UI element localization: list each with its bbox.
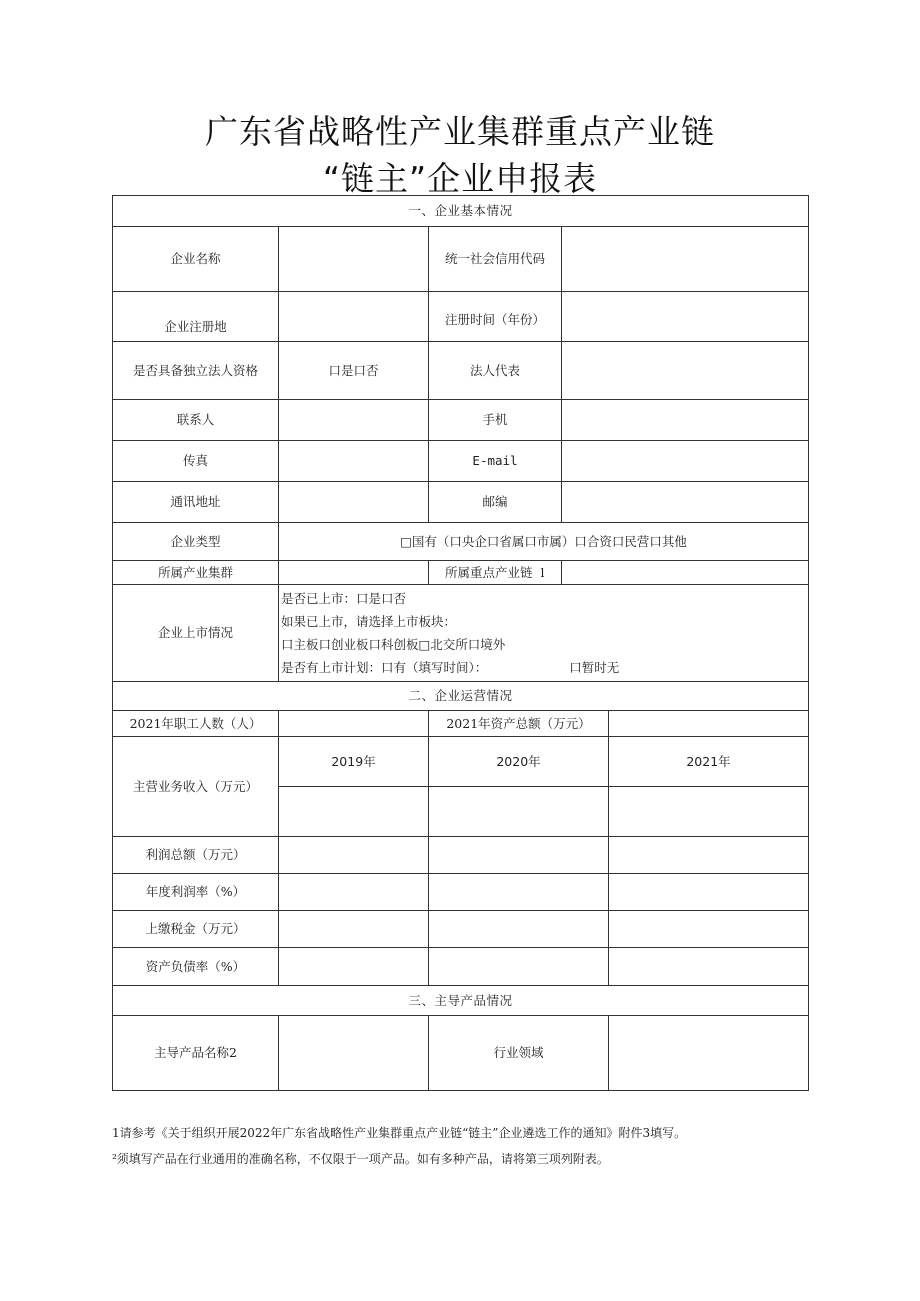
- reg-place-label: 企业注册地: [113, 292, 279, 342]
- company-type-label: 企业类型: [113, 523, 279, 561]
- profit-rate-label: 年度利润率（%）: [113, 874, 279, 911]
- fax-field[interactable]: [279, 441, 429, 482]
- legal-rep-field[interactable]: [562, 342, 809, 400]
- debt-ratio-2020-field[interactable]: [429, 948, 609, 986]
- section-basic-info-heading: 一、企业基本情况: [113, 196, 809, 227]
- listing-board-prompt: 如果已上市，请选择上市板块：: [281, 614, 457, 629]
- legal-person-question-label: 是否具备独立法人资格: [113, 342, 279, 400]
- chain-label-cell: [429, 561, 562, 585]
- assets-field[interactable]: [609, 711, 809, 737]
- application-form-table: [112, 195, 809, 1091]
- listing-plan-no[interactable]: 口暂时无: [569, 660, 620, 675]
- debt-ratio-2021-field[interactable]: [609, 948, 809, 986]
- postcode-label: 邮编: [429, 482, 562, 523]
- revenue-2021-field[interactable]: [609, 787, 809, 837]
- profit-2019-field[interactable]: [279, 837, 429, 874]
- company-type-checkboxes[interactable]: □国有（口央企口省属口市属）口合资口民营口其他: [279, 523, 809, 561]
- cluster-field[interactable]: [279, 561, 429, 585]
- profit-label: 利润总额（万元）: [113, 837, 279, 874]
- postcode-field[interactable]: [562, 482, 809, 523]
- mobile-field[interactable]: [562, 400, 809, 441]
- profit-rate-2019-field[interactable]: [279, 874, 429, 911]
- listing-options[interactable]: [279, 585, 809, 682]
- chain-label: 所属重点产业链: [445, 564, 533, 580]
- chain-mark: l: [540, 564, 545, 580]
- listing-board-options[interactable]: 口主板口创业板口科创板□北交所口境外: [281, 637, 506, 652]
- footnotes: [112, 1120, 812, 1172]
- legal-person-checkboxes[interactable]: 口是口否: [279, 342, 429, 400]
- email-field[interactable]: [562, 441, 809, 482]
- tax-label: 上缴税金（万元）: [113, 911, 279, 948]
- section-operations-heading: 二、企业运营情况: [113, 682, 809, 711]
- employees-field[interactable]: [279, 711, 429, 737]
- employees-label: 2021年职工人数（人）: [113, 711, 279, 737]
- assets-label: 2021年资产总额（万元）: [429, 711, 609, 737]
- profit-2021-field[interactable]: [609, 837, 809, 874]
- reg-place-field[interactable]: [279, 292, 429, 342]
- product-name-field[interactable]: [279, 1016, 429, 1091]
- footnote-2: ²须填写产品在行业通用的准确名称，不仅限于一项产品。如有多种产品，请将第三项列附表。: [112, 1152, 609, 1166]
- page-title-line1: 广东省战略性产业集群重点产业链: [205, 112, 715, 151]
- debt-ratio-label: 资产负债率（%）: [113, 948, 279, 986]
- year-2020-header: 2020年: [429, 737, 609, 787]
- debt-ratio-2019-field[interactable]: [279, 948, 429, 986]
- tax-2021-field[interactable]: [609, 911, 809, 948]
- mobile-label: 手机: [429, 400, 562, 441]
- revenue-2020-field[interactable]: [429, 787, 609, 837]
- industry-label: 行业领域: [429, 1016, 609, 1091]
- address-field[interactable]: [279, 482, 429, 523]
- tax-2020-field[interactable]: [429, 911, 609, 948]
- tax-2019-field[interactable]: [279, 911, 429, 948]
- year-2021-header: 2021年: [609, 737, 809, 787]
- page-title-line2: “链主”企业申报表: [322, 159, 598, 198]
- listing-plan-line[interactable]: [281, 656, 806, 679]
- listing-status-line[interactable]: 是否已上市：口是口否: [281, 591, 407, 606]
- address-label: 通讯地址: [113, 482, 279, 523]
- footnote-1: 1请参考《关于组织开展2022年广东省战略性产业集群重点产业链“链主”企业遴选工作的通知》附件3填写。: [112, 1126, 687, 1140]
- legal-rep-label: 法人代表: [429, 342, 562, 400]
- reg-time-label: 注册时间（年份）: [429, 292, 562, 342]
- profit-rate-2020-field[interactable]: [429, 874, 609, 911]
- product-name-label: 主导产品名称2: [113, 1016, 279, 1091]
- contact-label: 联系人: [113, 400, 279, 441]
- credit-code-label: 统一社会信用代码: [429, 227, 562, 292]
- listing-label: 企业上市情况: [113, 585, 279, 682]
- reg-time-field[interactable]: [562, 292, 809, 342]
- revenue-label: 主营业务收入（万元）: [113, 737, 279, 837]
- section-products-heading: 三、主导产品情况: [113, 986, 809, 1016]
- year-2019-header: 2019年: [279, 737, 429, 787]
- listing-plan-yes[interactable]: 是否有上市计划：口有（填写时间）：: [281, 660, 488, 675]
- industry-field[interactable]: [609, 1016, 809, 1091]
- credit-code-field[interactable]: [562, 227, 809, 292]
- company-name-field[interactable]: [279, 227, 429, 292]
- company-name-label: 企业名称: [113, 227, 279, 292]
- chain-field[interactable]: [562, 561, 809, 585]
- contact-field[interactable]: [279, 400, 429, 441]
- profit-2020-field[interactable]: [429, 837, 609, 874]
- email-label: E-mail: [429, 441, 562, 482]
- fax-label: 传真: [113, 441, 279, 482]
- revenue-2019-field[interactable]: [279, 787, 429, 837]
- cluster-label: 所属产业集群: [113, 561, 279, 585]
- profit-rate-2021-field[interactable]: [609, 874, 809, 911]
